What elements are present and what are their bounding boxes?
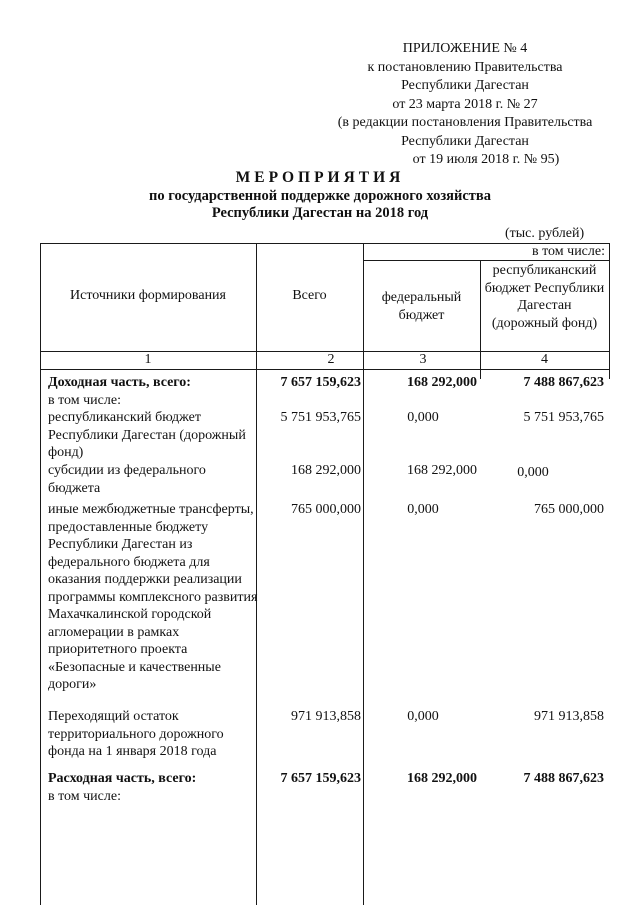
column-numbers-line [40,369,610,370]
row-republic: 5 751 953,765 [523,410,604,425]
table-border-right [609,243,610,379]
column-number: 3 [419,352,427,367]
appendix-line: Республики Дагестан [401,133,529,149]
funding-table [40,243,610,905]
units-label: (тыс. рублей) [505,226,585,241]
appendix-line: от 23 марта 2018 г. № 27 [392,96,538,112]
row-name-republic-budget: республиканский бюджет Республики Дагестан (дорожный фонд) [48,410,246,460]
row-total: 765 000,000 [291,502,361,517]
appendix-line: от 19 июля 2018 г. № 95) [412,152,560,167]
document-subtitle: по государственной поддержке дорожного хозяйства [149,188,491,204]
row-name-including: в том числе: [48,393,121,408]
appendix-line: к постановлению Правительства [367,59,563,75]
row-republic: 7 488 867,623 [523,771,604,786]
appendix-line: Республики Дагестан [401,78,529,93]
table-border-left [40,243,41,905]
row-federal: 168 292,000 [407,771,477,786]
row-total: 168 292,000 [291,463,361,478]
row-republic: 7 488 867,623 [523,375,604,390]
column-divider [363,243,364,905]
appendix-line: (в редакции постановления Правительства [337,115,593,130]
header-including: в том числе: [532,244,605,259]
header-republic: республиканский бюджет Республики Дагестан (дорожный фонд) [484,263,605,331]
row-total: 7 657 159,623 [280,375,361,390]
row-federal: 0,000 [407,709,439,724]
row-federal: 0,000 [407,410,439,425]
column-number: 1 [144,352,152,367]
row-total: 971 913,858 [291,709,361,724]
header-total: Всего [292,288,327,303]
row-republic: 765 000,000 [534,502,604,517]
row-name-including: в том числе: [48,789,121,804]
row-republic: 971 913,858 [534,709,604,724]
appendix-line: ПРИЛОЖЕНИЕ № 4 [402,41,528,56]
header-source: Источники формирования [70,288,226,303]
row-name-income-total: Доходная часть, всего: [48,375,191,390]
row-name-transfers: иные межбюджетные трансферты, предоставленные бюджету Республики Дагестан из федерального бюджета для оказания поддержки реализации программы комплексного развития Махачкалинской городской агломерации в рамках приоритетного проекта «Безопасные и качественные дороги» [48,502,258,692]
row-name-subsidies: субсидии из федерального бюджета [48,463,206,496]
row-republic: 0,000 [517,465,549,480]
row-total: 7 657 159,623 [280,771,361,786]
document-title: МЕРОПРИЯТИЯ [235,169,405,186]
header-federal: федеральный бюджет [381,290,462,323]
row-total: 5 751 953,765 [280,410,361,425]
document-subtitle: Республики Дагестан на 2018 год [211,205,429,221]
row-federal: 168 292,000 [407,463,477,478]
row-federal: 168 292,000 [407,375,477,390]
row-name-carryover: Переходящий остаток территориального дорожного фонда на 1 января 2018 года [48,709,224,759]
column-number: 2 [327,352,335,367]
column-number: 4 [541,352,548,367]
row-name-expense-total: Расходная часть, всего: [48,771,197,786]
row-federal: 0,000 [407,502,439,517]
document-heading [0,168,640,222]
appendix-block [300,40,630,170]
